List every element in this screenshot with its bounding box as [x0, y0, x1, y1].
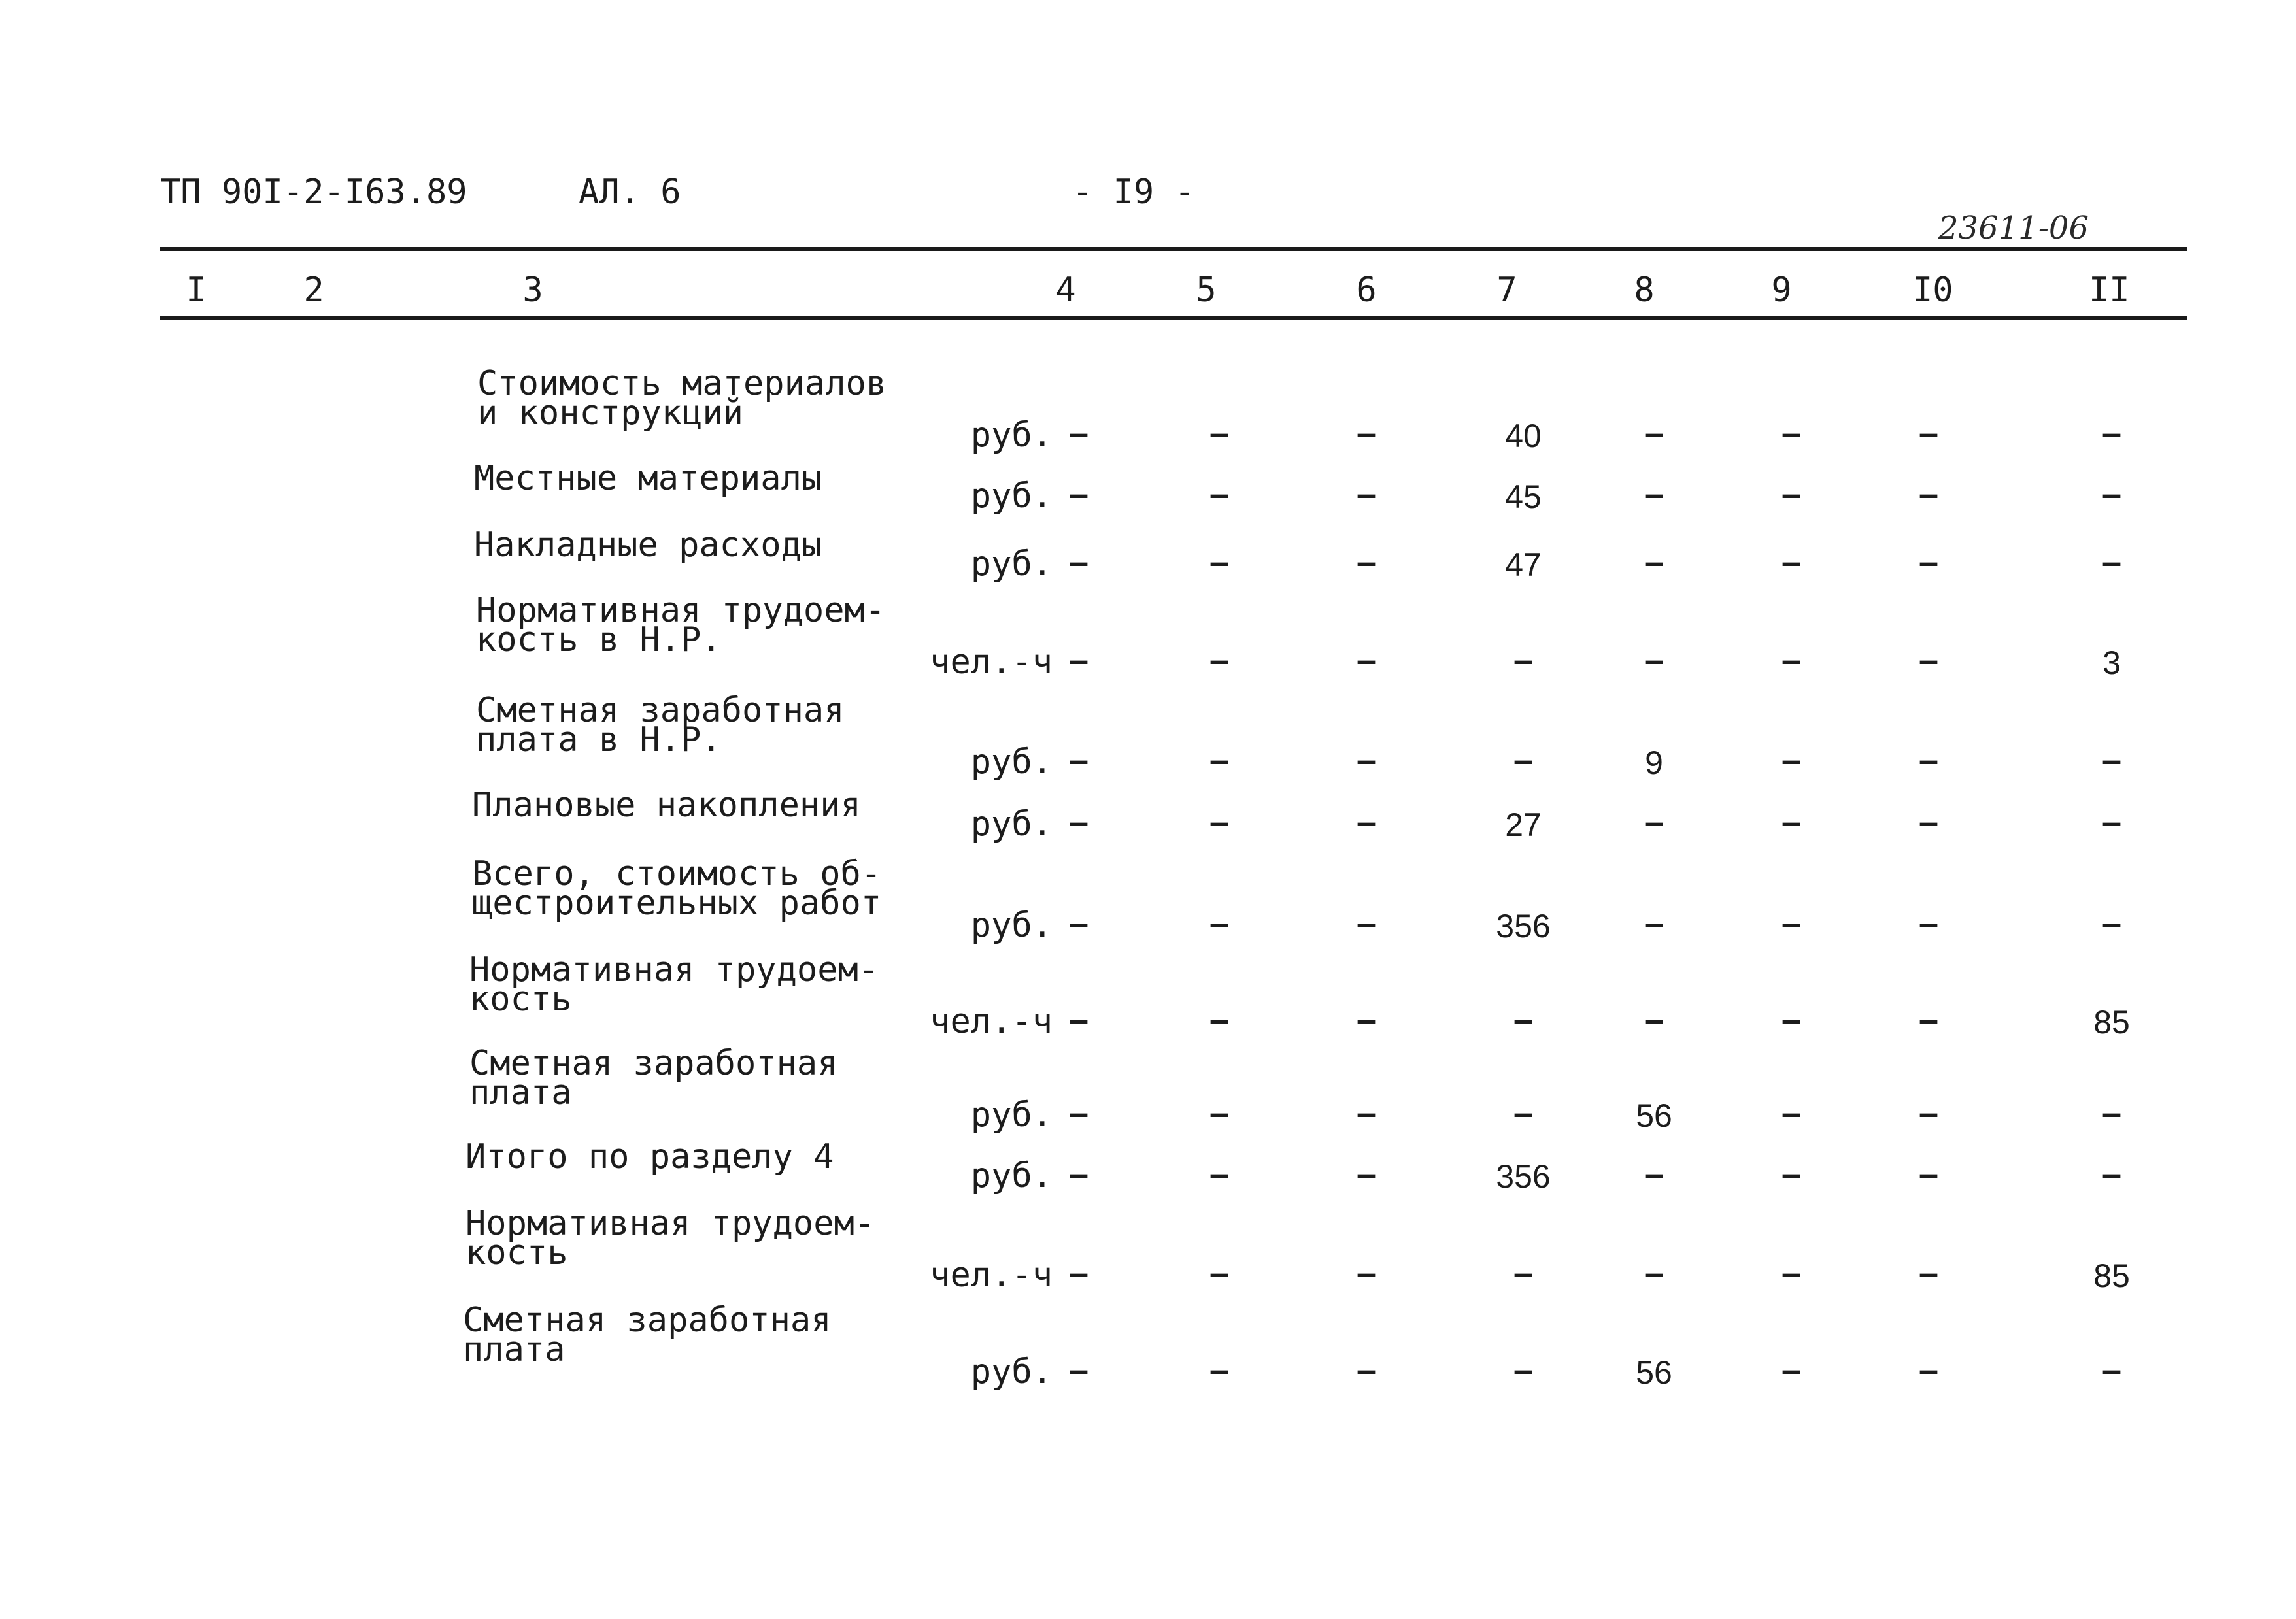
table-cell-col-10: – [1918, 741, 1939, 780]
row-unit: руб. [970, 743, 1053, 782]
table-cell-col-5: – [1209, 641, 1230, 680]
table-cell-col-10: – [1918, 1000, 1939, 1039]
table-cell-col-4: – [1068, 414, 1089, 453]
row-unit: руб. [970, 805, 1053, 844]
table-cell-col-9: – [1781, 1000, 1802, 1039]
row-label: Сметная заработная плата [463, 1301, 832, 1369]
row-label: Нормативная трудоем- кость [465, 1204, 875, 1273]
column-number-11: II [2089, 271, 2130, 310]
table-cell-col-5: – [1209, 414, 1230, 453]
table-cell-col-6: – [1356, 641, 1377, 680]
table-cell-col-11: – [2101, 904, 2122, 943]
column-number-2: 2 [303, 271, 324, 310]
table-cell-col-8: – [1644, 542, 1664, 582]
table-cell-col-10: – [1918, 641, 1939, 680]
row-unit: чел.-ч [930, 643, 1053, 682]
column-number-1: I [186, 271, 207, 310]
table-cell-col-11: – [2101, 1350, 2122, 1390]
row-unit: чел.-ч [930, 1002, 1053, 1041]
table-cell-col-7: 27 [1505, 807, 1542, 843]
table-cell-col-4: – [1068, 1000, 1089, 1039]
row-label: Нормативная трудоем- кость [469, 950, 879, 1019]
table-cell-col-7: – [1513, 1350, 1534, 1390]
row-unit: руб. [970, 416, 1053, 455]
table-cell-col-11: – [2101, 1093, 2122, 1133]
table-cell-col-9: – [1781, 741, 1802, 780]
row-unit: руб. [970, 544, 1053, 584]
table-cell-col-7: 45 [1505, 478, 1542, 515]
table-cell-col-9: – [1781, 904, 1802, 943]
table-cell-col-4: – [1068, 741, 1089, 780]
table-cell-col-10: – [1918, 542, 1939, 582]
table-cell-col-6: – [1356, 1154, 1377, 1193]
table-cell-col-10: – [1918, 803, 1939, 842]
table-cell-col-8: 56 [1636, 1354, 1672, 1391]
table-cell-col-10: – [1918, 904, 1939, 943]
table-cell-col-4: – [1068, 904, 1089, 943]
table-cell-col-8: – [1644, 641, 1664, 680]
table-cell-col-5: – [1209, 904, 1230, 943]
table-cell-col-8: – [1644, 1000, 1664, 1039]
table-cell-col-9: – [1781, 475, 1802, 514]
row-label: Сметная заработная плата в Н.Р. [476, 691, 845, 759]
table-cell-col-11: – [2101, 475, 2122, 514]
table-cell-col-4: – [1068, 542, 1089, 582]
table-cell-col-5: – [1209, 542, 1230, 582]
table-cell-col-9: – [1781, 1154, 1802, 1193]
row-label: Всего, стоимость об- щестроительных работ [472, 854, 882, 923]
table-cell-col-9: – [1781, 1350, 1802, 1390]
table-cell-col-7: 40 [1505, 418, 1542, 454]
table-cell-col-10: – [1918, 414, 1939, 453]
table-cell-col-7: – [1513, 741, 1534, 780]
table-cell-col-11: 85 [2093, 1004, 2130, 1041]
table-cell-col-9: – [1781, 542, 1802, 582]
table-cell-col-10: – [1918, 1350, 1939, 1390]
table-cell-col-6: – [1356, 741, 1377, 780]
table-cell-col-5: – [1209, 803, 1230, 842]
table-cell-col-6: – [1356, 803, 1377, 842]
row-unit: руб. [970, 906, 1053, 945]
table-cell-col-10: – [1918, 1093, 1939, 1133]
table-cell-col-6: – [1356, 1000, 1377, 1039]
row-label: Стоимость материалов и конструкций [477, 364, 887, 433]
row-label: Сметная заработная плата [469, 1044, 838, 1112]
table-cell-col-4: – [1068, 1350, 1089, 1390]
column-number-5: 5 [1196, 271, 1217, 310]
table-cell-col-5: – [1209, 1254, 1230, 1293]
table-cell-col-10: – [1918, 1154, 1939, 1193]
table-cell-col-11: 3 [2102, 644, 2121, 681]
table-cell-col-4: – [1068, 475, 1089, 514]
handwritten-inventory-number: 23611-06 [1938, 210, 2089, 246]
table-cell-col-8: – [1644, 414, 1664, 453]
table-cell-col-9: – [1781, 1254, 1802, 1293]
row-label: Плановые накопления [472, 786, 861, 825]
table-cell-col-8: 9 [1645, 744, 1663, 781]
table-cell-col-10: – [1918, 475, 1939, 514]
table-cell-col-11: – [2101, 741, 2122, 780]
table-cell-col-11: – [2101, 1154, 2122, 1193]
row-unit: чел.-ч [930, 1256, 1053, 1295]
table-cell-col-7: 356 [1496, 908, 1551, 944]
table-cell-col-8: – [1644, 1254, 1664, 1293]
table-cell-col-6: – [1356, 1093, 1377, 1133]
column-number-6: 6 [1356, 271, 1377, 310]
table-cell-col-7: – [1513, 641, 1534, 680]
table-cell-col-4: – [1068, 641, 1089, 680]
table-cell-col-11: – [2101, 414, 2122, 453]
table-cell-col-4: – [1068, 1093, 1089, 1133]
table-cell-col-6: – [1356, 904, 1377, 943]
column-number-9: 9 [1771, 271, 1792, 310]
column-number-4: 4 [1055, 271, 1076, 310]
table-cell-col-9: – [1781, 803, 1802, 842]
row-label: Накладные расходы [474, 526, 822, 565]
table-cell-col-5: – [1209, 475, 1230, 514]
row-label: Местные материалы [474, 459, 822, 498]
table-cell-col-8: – [1644, 803, 1664, 842]
column-number-10: I0 [1912, 271, 1953, 310]
table-cell-col-7: – [1513, 1093, 1534, 1133]
table-cell-col-4: – [1068, 1254, 1089, 1293]
table-cell-col-5: – [1209, 1000, 1230, 1039]
table-cell-col-10: – [1918, 1254, 1939, 1293]
table-cell-col-8: – [1644, 475, 1664, 514]
column-number-7: 7 [1496, 271, 1517, 310]
column-number-8: 8 [1634, 271, 1655, 310]
row-unit: руб. [970, 1352, 1053, 1392]
table-cell-col-6: – [1356, 475, 1377, 514]
table-cell-col-7: 356 [1496, 1158, 1551, 1195]
table-cell-col-8: – [1644, 1154, 1664, 1193]
table-cell-col-9: – [1781, 1093, 1802, 1133]
table-cell-col-6: – [1356, 1350, 1377, 1390]
table-cell-col-7: – [1513, 1000, 1534, 1039]
sheet-label: АЛ. 6 [579, 173, 681, 212]
row-unit: руб. [970, 1095, 1053, 1135]
table-cell-col-5: – [1209, 741, 1230, 780]
table-cell-col-7: – [1513, 1254, 1534, 1293]
row-label: Нормативная трудоем- кость в Н.Р. [476, 591, 886, 659]
table-cell-col-5: – [1209, 1350, 1230, 1390]
table-cell-col-11: – [2101, 803, 2122, 842]
table-cell-col-11: 85 [2093, 1258, 2130, 1294]
column-number-3: 3 [522, 271, 543, 310]
table-cell-col-4: – [1068, 1154, 1089, 1193]
row-label: Итого по разделу 4 [465, 1137, 834, 1177]
table-header-rule [160, 316, 2187, 320]
document-code: ТП 90I-2-I63.89 [160, 173, 467, 212]
table-cell-col-5: – [1209, 1093, 1230, 1133]
row-unit: руб. [970, 476, 1053, 516]
table-cell-col-9: – [1781, 414, 1802, 453]
table-cell-col-6: – [1356, 542, 1377, 582]
table-cell-col-8: – [1644, 904, 1664, 943]
table-top-rule [160, 247, 2187, 251]
table-cell-col-6: – [1356, 414, 1377, 453]
page-number: - I9 - [1072, 173, 1195, 212]
row-unit: руб. [970, 1156, 1053, 1195]
table-cell-col-9: – [1781, 641, 1802, 680]
table-cell-col-8: 56 [1636, 1097, 1672, 1134]
table-cell-col-4: – [1068, 803, 1089, 842]
table-cell-col-11: – [2101, 542, 2122, 582]
table-cell-col-7: 47 [1505, 546, 1542, 583]
table-cell-col-6: – [1356, 1254, 1377, 1293]
table-cell-col-5: – [1209, 1154, 1230, 1193]
